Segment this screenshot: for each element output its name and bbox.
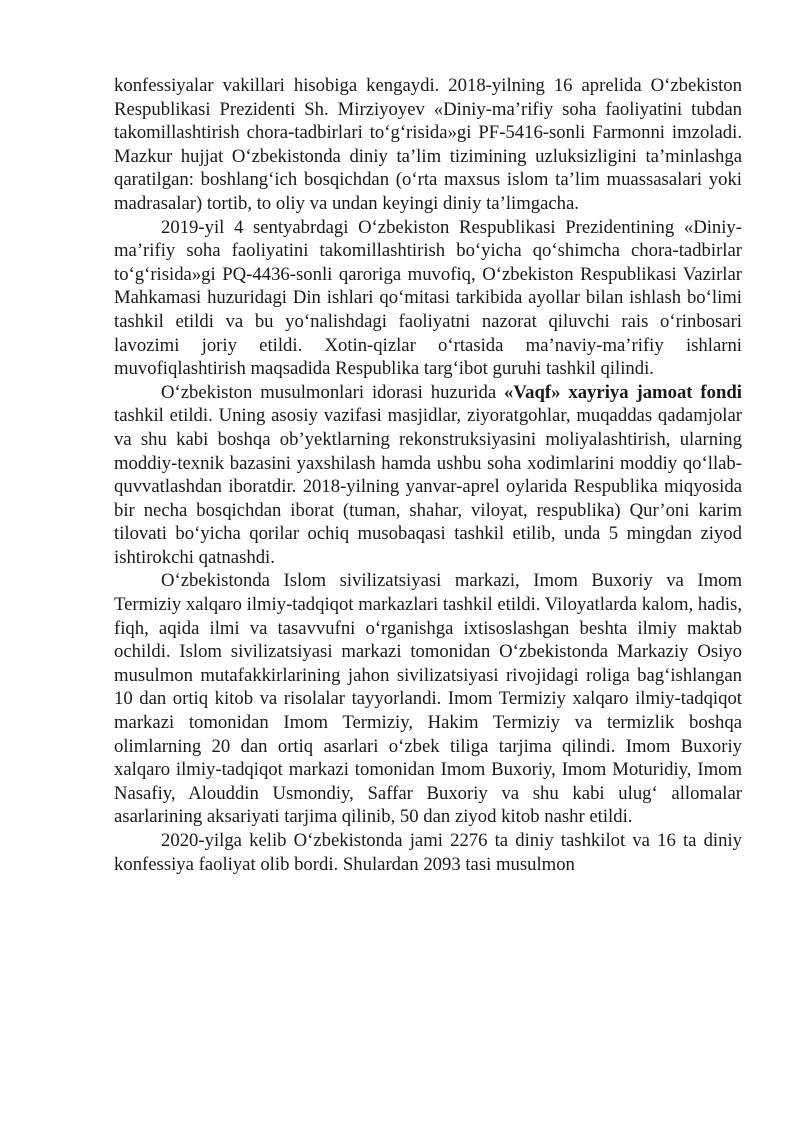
paragraph-5: 2020-yilga kelib O‘zbekistonda jami 2276 ta diniy tashkilot va 16 ta diniy konfessiya faoliyat olib bordi. Shulardan 2093 tasi musulmon [114, 830, 742, 875]
paragraph-3-lead: O‘zbekiston musulmonlari idorasi huzurida [161, 381, 505, 403]
paragraph-2: 2019-yil 4 sentyabrdagi O‘zbekiston Respublikasi Prezidentining «Diniy-ma’rifiy soha faoliyatini takomillashtirish bo‘yicha qo‘shimcha chora-tadbirlar to‘g‘risida»gi PQ-4436-sonli qaroriga muvofiq, O‘zbekiston Respublikasi Vazirlar Mahkamasi huzuridagi Din ishlari qo‘mitasi tarkibida ayollar bilan ishlash bo‘limi tashkil etildi va bu yo‘nalishdagi faoliyatni nazorat qiluvchi rais o‘rinbosari lavozimi joriy etildi. Xotin-qizlar o‘rtasida ma’naviy-ma’rifiy ishlarni muvofiqlashtirish maqsadida Respublika targ‘ibot guruhi tashkil qilindi. [114, 216, 742, 380]
paragraph-4: O‘zbekistonda Islom sivilizatsiyasi markazi, Imom Buxoriy va Imom Termiziy xalqaro ilmiy-tadqiqot markazlari tashkil etildi. Viloyatlarda kalom, hadis, fiqh, aqida ilmi va tasavvufni o‘rganishga ixtisoslashgan beshta ilmiy maktab ochildi. Islom sivilizatsiyasi markazi tomonidan O‘zbekistonda Markaziy Osiyo musulmon mutafakkirlarining jahon sivilizatsiyasi rivojidagi roliga bag‘ishlangan 10 dan ortiq kitob va risolalar tayyorlandi. Imom Termiziy xalqaro ilmiy-tadqiqot markazi tomonidan Imom Termiziy, Hakim Termiziy va termizlik boshqa olimlarning 20 dan ortiq asarlari o‘zbek tiliga tarjima qilindi. Imom Buxoriy xalqaro ilmiy-tadqiqot markazi tomonidan Imom Buxoriy, Imom Moturidiy, Imom Nasafiy, Alouddin Usmondiy, Saffar Buxoriy va shu kabi ulug‘ allomalar asarlarining aksariyati tarjima qilinib, 50 dan ziyod kitob nashr etildi. [114, 570, 742, 828]
paragraph-3 [114, 381, 742, 570]
paragraph-3-rest: tashkil etildi. Uning asosiy vazifasi masjidlar, ziyoratgohlar, muqaddas qadamjolar va shu kabi boshqa ob’yektlarning rekonstruksiyasini moliyalashtirish, ularning moddiy-texnik bazasini yaxshilash hamda ushbu soha xodimlarini moddiy qo‘llab-quvvatlashdan iboratdir. 2018-yilning yanvar-aprel oylarida Respublika miqyosida bir necha bosqichdan iborat (tuman, shahar, viloyat, respublika) Qur’oni karim tilovati bo‘yicha qorilar ochiq musobaqasi tashkil etilib, unda 5 mingdan ziyod ishtirokchi qatnashdi. [114, 405, 742, 568]
paragraph-1: konfessiyalar vakillari hisobiga kengaydi. 2018-yilning 16 aprelida O‘zbekiston Respublikasi Prezidenti Sh. Mirziyoyev «Diniy-ma’rifiy soha faoliyatini tubdan takomillashtirish chora-tadbirlari to‘g‘risida»gi PF-5416-sonli Farmonni imzoladi. Mazkur hujjat O‘zbekistonda diniy ta’lim tizimining uzluksizligini ta’minlashga qaratilgan: boshlang‘ich bosqichdan (o‘rta maxsus islom ta’lim muassasalari yoki madrasalar) tortib, to oliy va undan keyingi diniy ta’limgacha. [114, 75, 742, 214]
document-page [114, 74, 742, 876]
vaqf-fund-name: «Vaqf» xayriya jamoat fondi [504, 381, 742, 403]
